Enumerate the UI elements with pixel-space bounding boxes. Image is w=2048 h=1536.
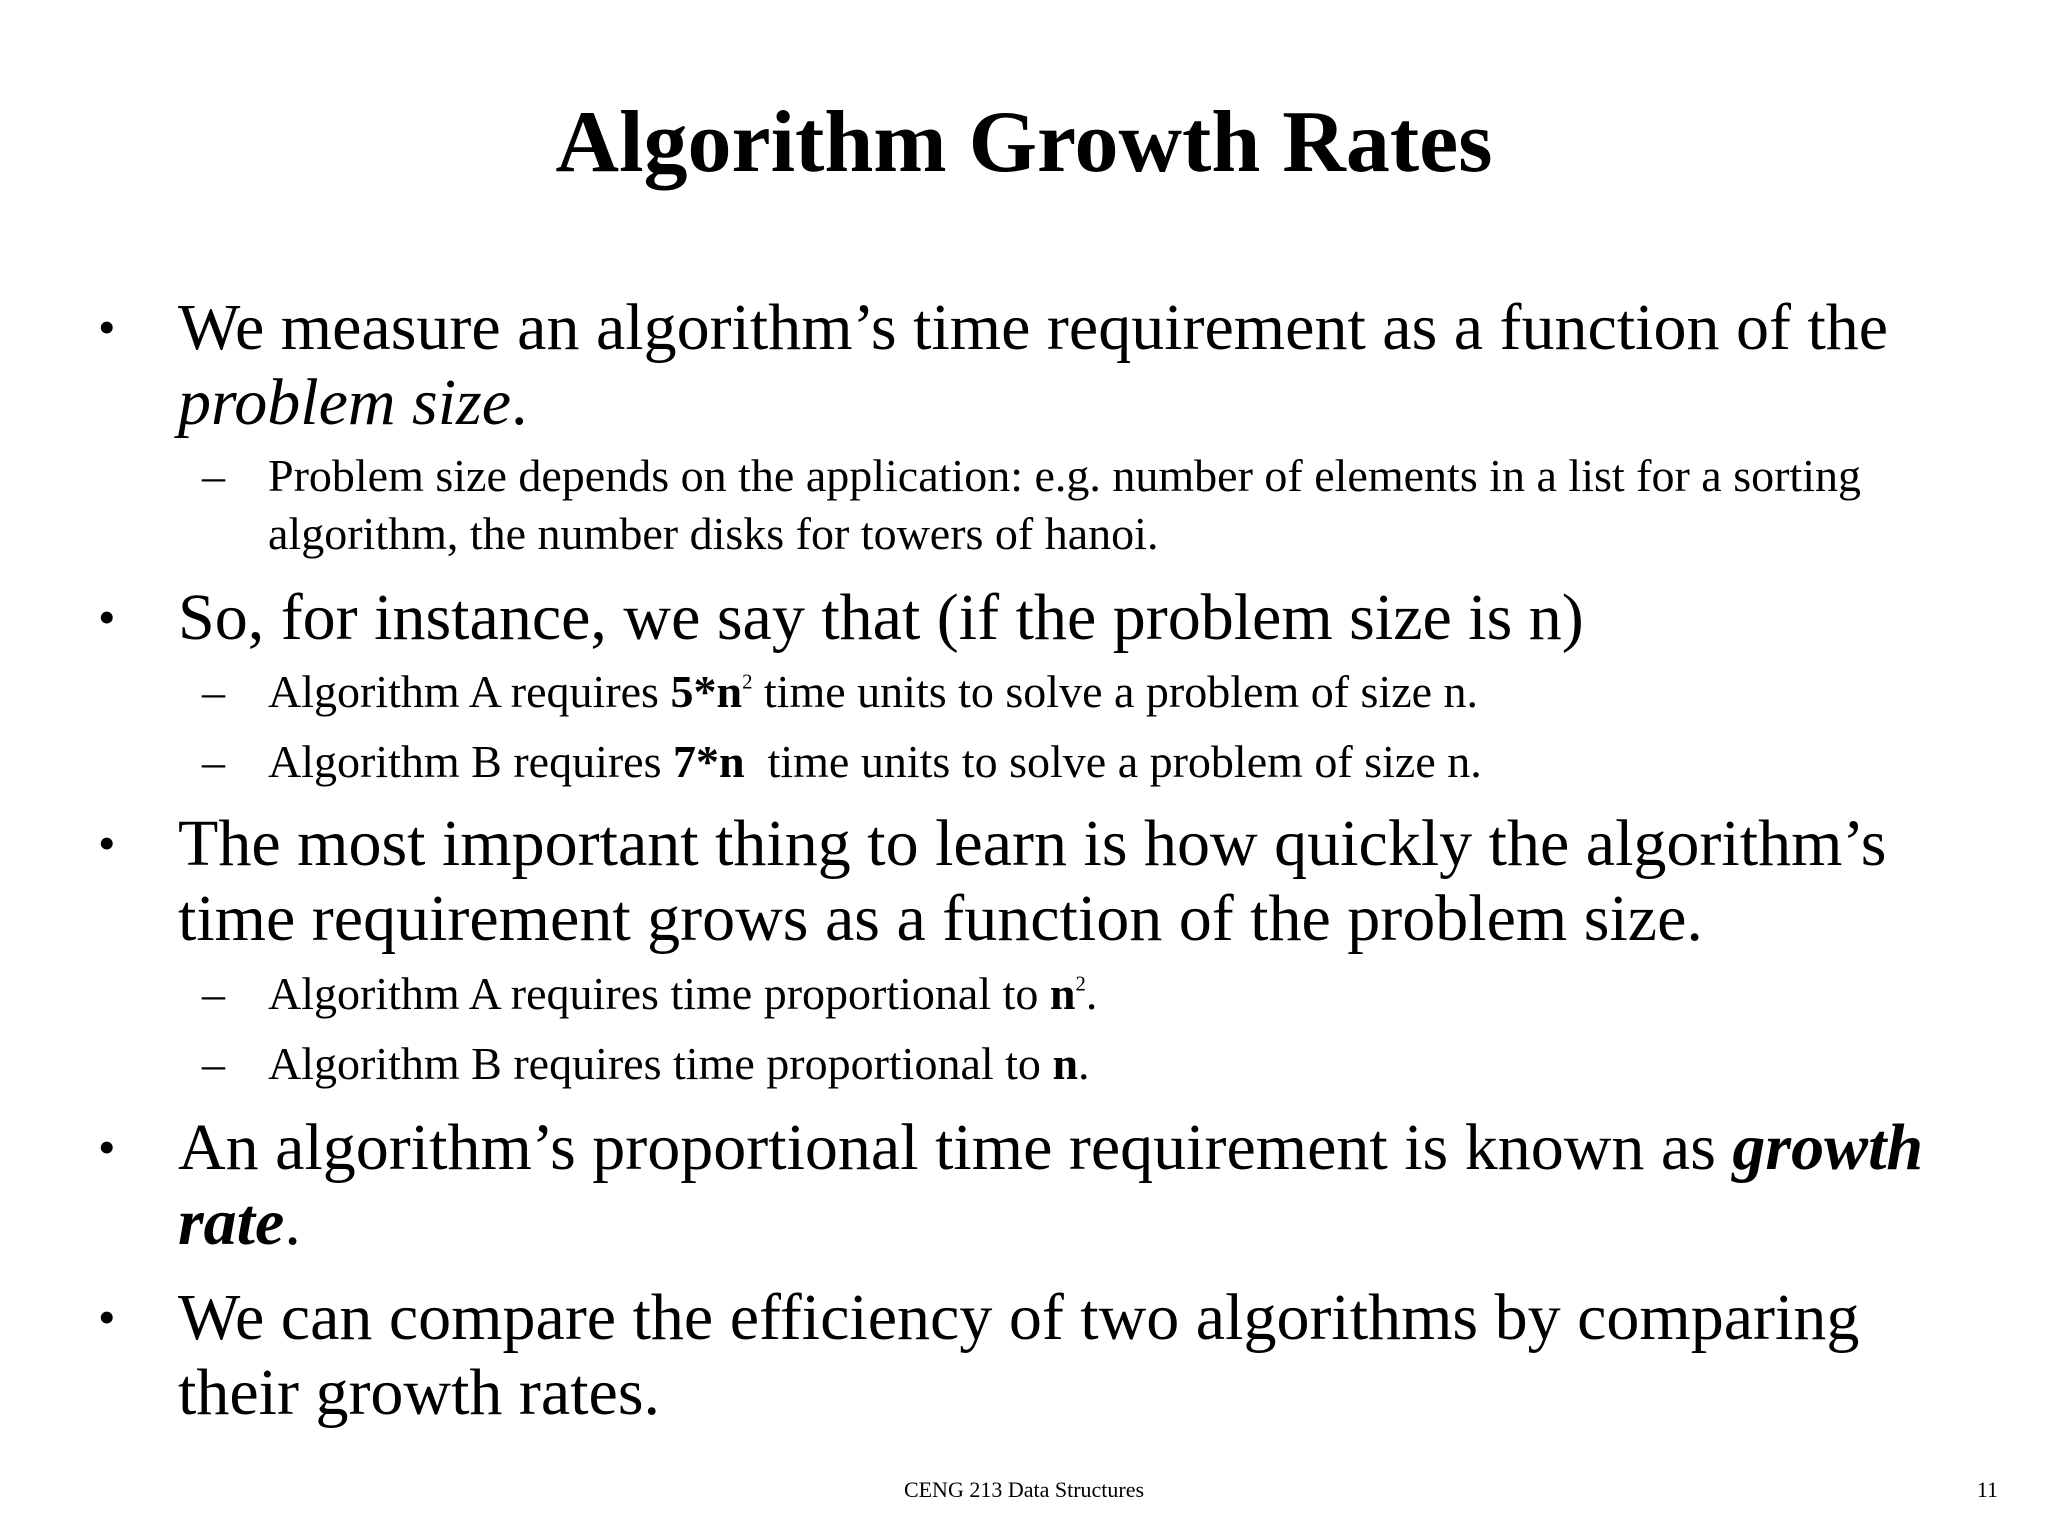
footer-text: CENG 213 Data Structures xyxy=(903,1477,1145,1502)
bullet-icon: • xyxy=(98,1289,116,1345)
bullet-5-text: We can compare the efficiency of two algorithms by comparing their growth rates. xyxy=(178,1281,1860,1429)
bullet-item-3 xyxy=(98,806,1978,956)
sub-5-bold: n xyxy=(1052,1038,1079,1089)
bullet-icon: • xyxy=(98,299,116,355)
bullet-item-4 xyxy=(98,1110,1978,1260)
sub-3-post: time units to solve a problem of size n. xyxy=(744,736,1482,787)
sub-5-post: . xyxy=(1078,1038,1090,1089)
dash-icon: – xyxy=(202,1038,225,1089)
bullet-1-end: . xyxy=(511,366,528,439)
bullet-1-text: We measure an algorithm’s time requirement as a function of the xyxy=(178,291,1889,364)
sub-1-text: Problem size depends on the application: e.g. number of elements in a list for a sorting algorithm, the number disks for towers of hanoi. xyxy=(268,450,1861,559)
sub-4-pre: Algorithm A requires time proportional to xyxy=(268,968,1050,1019)
sub-4-post: . xyxy=(1085,968,1098,1019)
bullet-item-1 xyxy=(98,290,1978,440)
bullet-icon: • xyxy=(98,1119,116,1175)
bullet-icon: • xyxy=(98,589,116,645)
bullet-item-2 xyxy=(98,580,1978,655)
page-number: 11 xyxy=(1976,1477,1998,1502)
sub-3-pre: Algorithm B requires xyxy=(268,736,673,787)
sub-2-bold: 5*n xyxy=(670,666,743,717)
bullet-4-text: An algorithm’s proportional time requirement is known as xyxy=(178,1111,1733,1184)
sub-item-1 xyxy=(202,447,1928,563)
bullet-1-italic: problem size xyxy=(178,366,512,439)
sub-4-sup: 2 xyxy=(1075,973,1086,996)
bullet-item-5 xyxy=(98,1280,1978,1430)
sub-item-4 xyxy=(202,965,1928,1023)
dash-icon: – xyxy=(202,450,225,501)
dash-icon: – xyxy=(202,968,225,1019)
bullet-4-bolditalic: growth rate xyxy=(178,1111,1924,1259)
sub-item-2 xyxy=(202,663,1928,721)
sub-4-bold: n xyxy=(1049,968,1076,1019)
dash-icon: – xyxy=(202,666,225,717)
dash-icon: – xyxy=(202,736,225,787)
sub-item-5 xyxy=(202,1035,1928,1093)
bullet-3-text: The most important thing to learn is how quickly the algorithm’s time requirement grows as a function of the problem size. xyxy=(178,807,1887,955)
sub-2-post: time units to solve a problem of size n. xyxy=(752,666,1479,717)
sub-2-sup: 2 xyxy=(742,671,753,694)
sub-item-3 xyxy=(202,733,1928,791)
slide-title: Algorithm Growth Rates xyxy=(555,94,1493,191)
sub-5-pre: Algorithm B requires time proportional to xyxy=(268,1038,1053,1089)
bullet-icon: • xyxy=(98,815,116,871)
sub-2-pre: Algorithm A requires xyxy=(268,666,671,717)
sub-3-bold: 7*n xyxy=(673,736,745,787)
bullet-2-text: So, for instance, we say that (if the problem size is n) xyxy=(178,581,1584,654)
bullet-4-end: . xyxy=(284,1186,301,1259)
